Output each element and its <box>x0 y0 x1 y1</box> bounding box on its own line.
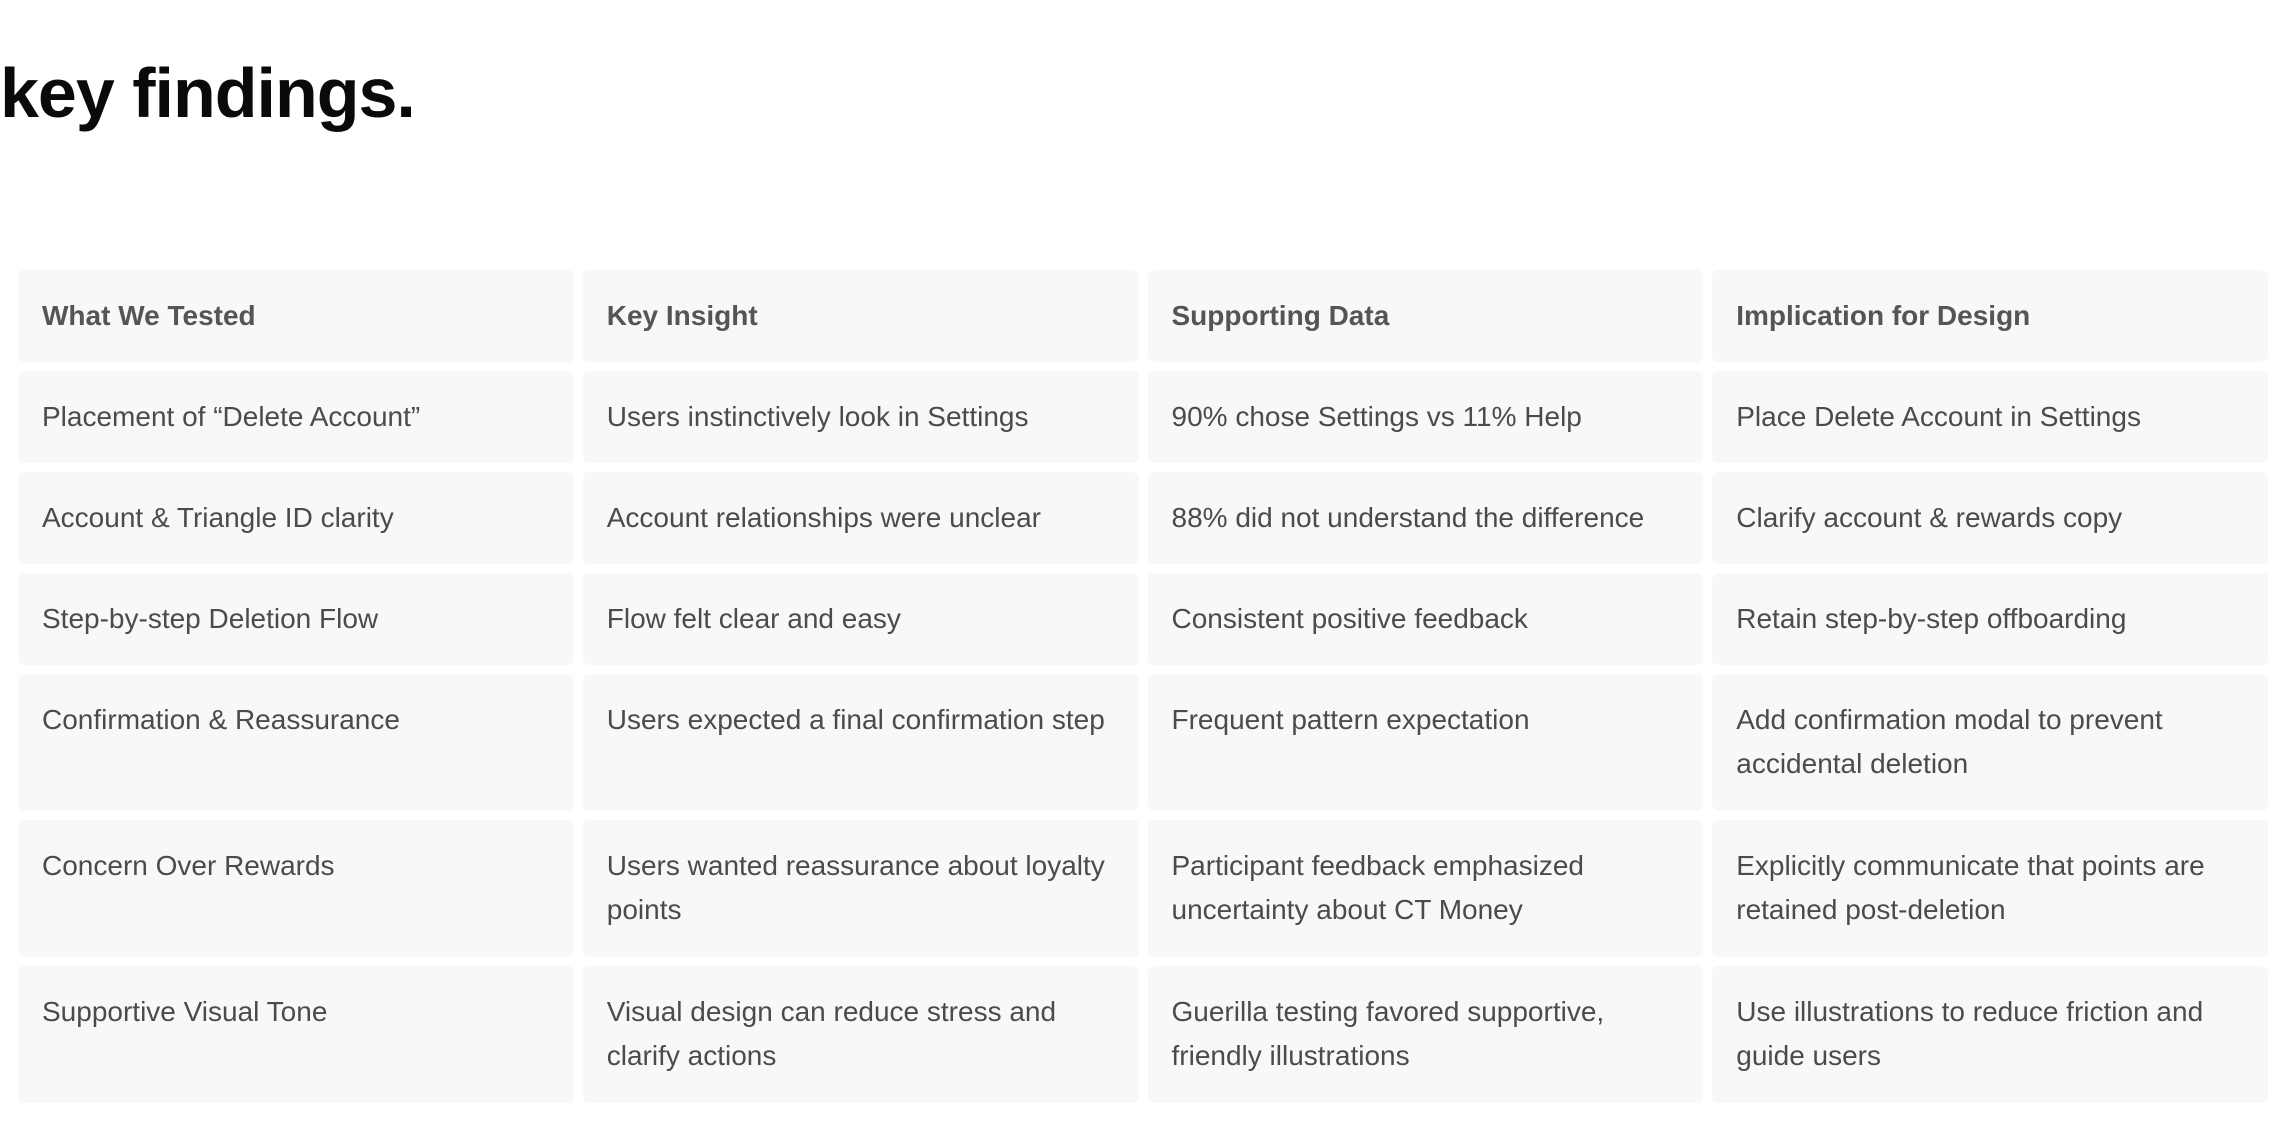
table-cell: Account & Triangle ID clarity <box>18 472 574 564</box>
findings-table <box>9 261 2277 1112</box>
table-cell: Concern Over Rewards <box>18 820 574 957</box>
table-row <box>18 472 2268 564</box>
table-cell: Frequent pattern expectation <box>1148 674 1704 811</box>
table-cell: Use illustrations to reduce friction and guide users <box>1712 966 2268 1103</box>
table-cell: Placement of “Delete Account” <box>18 371 574 463</box>
table-cell: Participant feedback emphasized uncertainty about CT Money <box>1148 820 1704 957</box>
table-cell: Guerilla testing favored supportive, friendly illustrations <box>1148 966 1704 1103</box>
table-cell: 88% did not understand the difference <box>1148 472 1704 564</box>
table-cell: Confirmation & Reassurance <box>18 674 574 811</box>
table-cell: Users wanted reassurance about loyalty points <box>583 820 1139 957</box>
column-header-implication-for-design: Implication for Design <box>1712 270 2268 362</box>
table-cell: Users instinctively look in Settings <box>583 371 1139 463</box>
table-row <box>18 371 2268 463</box>
table-cell: Flow felt clear and easy <box>583 573 1139 665</box>
table-row <box>18 966 2268 1103</box>
page-title: key findings. <box>0 54 415 132</box>
table-cell: Supportive Visual Tone <box>18 966 574 1103</box>
table-cell: 90% chose Settings vs 11% Help <box>1148 371 1704 463</box>
table-cell: Clarify account & rewards copy <box>1712 472 2268 564</box>
table-cell: Retain step-by-step offboarding <box>1712 573 2268 665</box>
table-row <box>18 820 2268 957</box>
table-cell: Visual design can reduce stress and clarify actions <box>583 966 1139 1103</box>
table-row <box>18 674 2268 811</box>
table-cell: Consistent positive feedback <box>1148 573 1704 665</box>
table-cell: Place Delete Account in Settings <box>1712 371 2268 463</box>
table-cell: Explicitly communicate that points are retained post-deletion <box>1712 820 2268 957</box>
table-row <box>18 573 2268 665</box>
table-cell: Account relationships were unclear <box>583 472 1139 564</box>
table-header-row <box>18 270 2268 362</box>
table-cell: Add confirmation modal to prevent accidental deletion <box>1712 674 2268 811</box>
column-header-what-we-tested: What We Tested <box>18 270 574 362</box>
column-header-key-insight: Key Insight <box>583 270 1139 362</box>
table-cell: Users expected a final confirmation step <box>583 674 1139 811</box>
table-cell: Step-by-step Deletion Flow <box>18 573 574 665</box>
column-header-supporting-data: Supporting Data <box>1148 270 1704 362</box>
